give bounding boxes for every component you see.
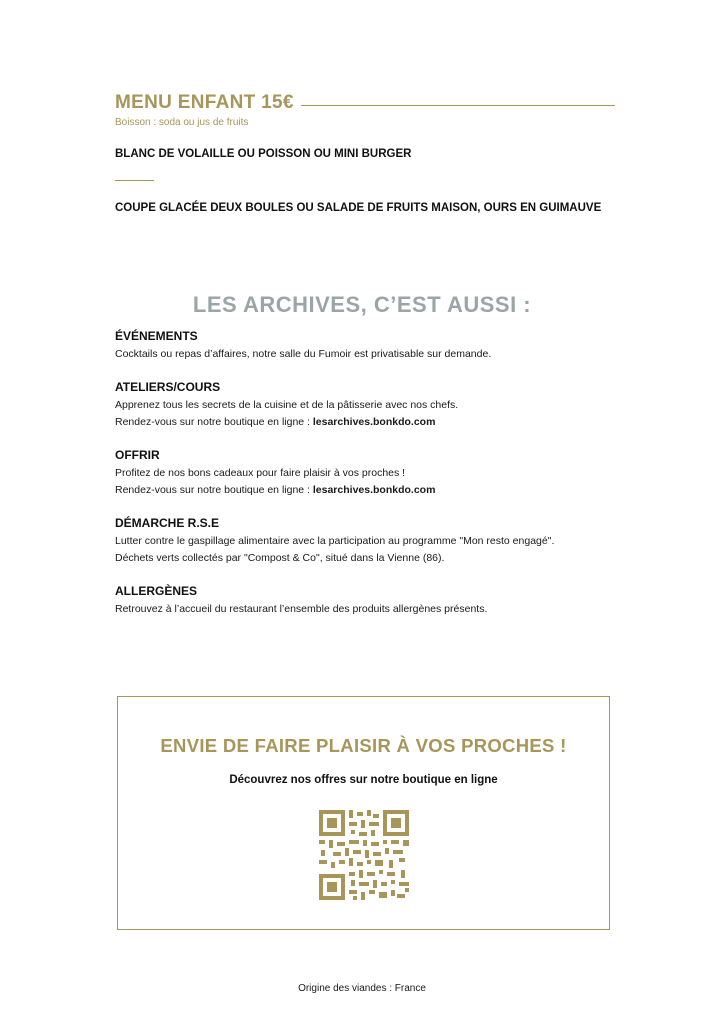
- workshops-text: Apprenez tous les secrets de la cuisine et de la pâtisserie avec nos chefs.: [115, 399, 459, 411]
- events-heading: ÉVÉNEMENTS: [115, 329, 198, 343]
- menu-title-row: [115, 92, 615, 118]
- rse-text-1: Lutter contre le gaspillage alimentaire avec la participation au programme "Mon resto engagé".: [115, 535, 555, 547]
- allergens-text: Retrouvez à l’accueil du restaurant l’ensemble des produits allergènes présents.: [115, 603, 488, 615]
- dessert-course: COUPE GLACÉE DEUX BOULES OU SALADE DE FRUITS MAISON, OURS EN GUIMAUVE: [115, 202, 602, 214]
- menu-title: MENU ENFANT 15€: [115, 92, 294, 113]
- events-section: [115, 329, 635, 363]
- shop-link[interactable]: lesarchives.bonkdo.com: [312, 416, 436, 428]
- shop-prefix: Rendez-vous sur notre boutique en ligne :: [115, 484, 313, 496]
- shop-prefix: Rendez-vous sur notre boutique en ligne :: [115, 416, 313, 428]
- shop-link[interactable]: lesarchives.bonkdo.com: [312, 484, 436, 496]
- archives-title: LES ARCHIVES, C’EST AUSSI :: [192, 292, 532, 317]
- rse-text-2: Déchets verts collectés par "Compost & Co", situé dans la Vienne (86).: [115, 552, 445, 564]
- drink-note: Boisson : soda ou jus de fruits: [115, 117, 249, 128]
- course-divider: [115, 180, 154, 181]
- workshops-heading: ATELIERS/COURS: [115, 380, 221, 394]
- rse-section: [115, 516, 635, 567]
- events-text: Cocktails ou repas d’affaires, notre salle du Fumoir est privatisable sur demande.: [115, 348, 492, 360]
- offer-text: Profitez de nos bons cadeaux pour faire plaisir à vos proches !: [115, 467, 406, 479]
- qr-code-icon[interactable]: [319, 810, 409, 900]
- rse-heading: DÉMARCHE R.S.E: [115, 516, 220, 530]
- offer-heading: OFFRIR: [115, 448, 160, 462]
- main-course: BLANC DE VOLAILLE OU POISSON OU MINI BURGER: [115, 148, 412, 160]
- title-divider: [301, 105, 615, 106]
- gift-promo-box: [117, 696, 610, 930]
- promo-subtitle: Découvrez nos offres sur notre boutique en ligne: [229, 774, 498, 786]
- allergens-heading: ALLERGÈNES: [115, 584, 198, 598]
- allergens-section: [115, 584, 635, 618]
- offer-section: [115, 448, 635, 499]
- workshops-section: [115, 380, 635, 431]
- meat-origin-note: Origine des viandes : France: [298, 983, 426, 994]
- workshops-shop-line: [115, 414, 635, 431]
- promo-title: ENVIE DE FAIRE PLAISIR À VOS PROCHES !: [160, 735, 567, 756]
- offer-shop-line: [115, 482, 635, 499]
